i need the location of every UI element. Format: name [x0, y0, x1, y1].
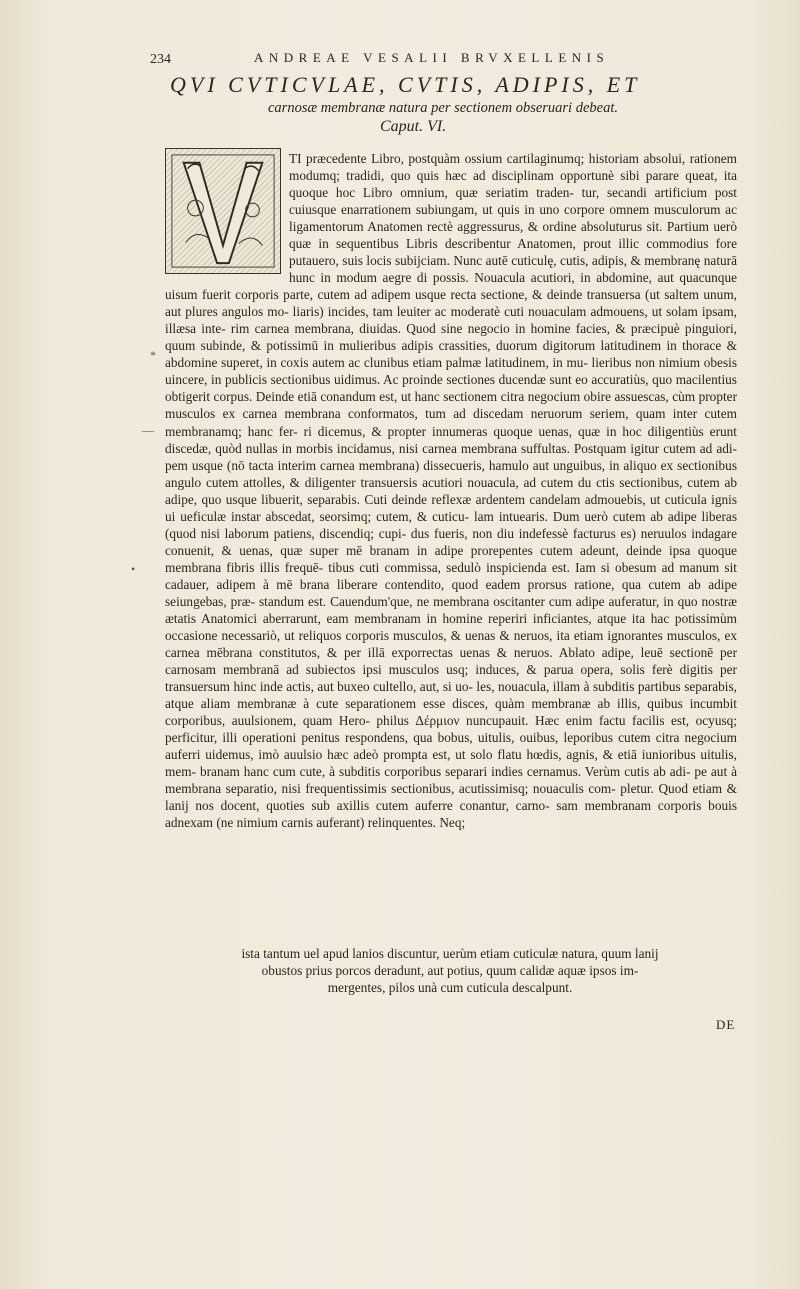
initial-spacer	[165, 150, 289, 276]
margin-mark: •	[131, 562, 136, 576]
closing-line: mergentes, pilos unà cum cuticula descalpunt.	[327, 980, 573, 996]
closing-lines	[200, 945, 700, 996]
margin-mark: —	[142, 423, 154, 437]
chapter-number: Caput. VI.	[380, 118, 447, 135]
closing-line: ista tantum uel apud lanios discuntur, uerùm etiam cuticulæ natura, quum lanij	[241, 946, 659, 961]
chapter-title: QVI CVTICVLAE, CVTIS, ADIPIS, ET	[170, 72, 641, 97]
body-paragraph: TI præcedente Libro, postquàm ossium cartilaginumq; historiam absolui, rationem modumq; tradidi, quo quis hæc ad disciplinam opportunè sibi parare queat, ita quoque hoc Libro omnium, quæ seriatim traden- tur, secandi artificium post cuiusque enarrationem subiungam, ut quis in uno corpore omnem musculorum ac ligamentorum Anatomen rectè aggressurus, & ordine absoluturus sit. Partium uerò quæ in sequentibus Libris describentur Anatomen, prout illic commodius fore putauero, suis locis subijciam. Nunc autē cuticulę, cutis, adipis, & membranę naturā hunc in modum aegre di possis. Nouacula acutiori, in abdomine, aut quacunque uisum fuerit corporis parte, cutem ad adipem usque recta sectione, & deinde transuersa (ut saltem unum, aut plures angulos mo- liaris) incides, tam leuiter ac moderatè cuti nouaculam admouens, ut solam ipsam, illæsa inte- rim carnea membrana, diuidas. Quod sine negocio in homine facies, & præcipuè pinguiori, quum subinde, & potissimū in mulieribus adipis crassities, duorum digitorum latitudinem in thorace & abdomine superet, in coxis autem ac clunibus etiam palmæ latitudinem, in mu- lieribus non nimium obesis uincere, in publicis sectionibus uidimus. Ac proinde sectiones ducendæ sunt eo accuratiùs, quo macilentius obtigerit corpus. Deinde etiā conandum est, ut hanc sectionem citra negocium obire assuescas, cùm propter musculos ex carnea membrana conformatos, tum ad discedam neruorum seriem, quam inter cutem membranamq; hanc fer- ri dicemus, & propter innumeras quoque uenas, quæ in hoc diligentiùs erunt discedæ, quòd nullas in morbis incidamus, nisi carnea membrana suffultas. Postquam igitur cutem ad adi- pem usque (nō tacta interim carnea membrana) dissecueris, hamulo aut unguibus, in aliquo ex sectionibus angulo cutem attolles, & diligenter transuersis acutiori nouacula, ad cutem du ctis sectionibus, cutem ab adipe, quo usque libuerit, separabis. Cuti deinde reflexæ ardentem candelam admouebis, ut cuticula ignis ui ueficulæ instar abscedat, seorsimq; cutem, & cuticu- lam intuearis. Dum uerò cutem ab adipe liberas (quod nisi laborum patiens, discendiq; cupi- dus fueris, non diu indefessè facturus es) neruulos indagare conuenit, & uenas, quæ super mē branam in adipe prorepentes cutem adeunt, deinde ipsa quoque membrana fibris illis frequē- tibus cuti commissa, sedulò inspicienda est. Iam si obesum ad manum sit cadauer, adipem à mē brana liberare contendito, quod eadem prorsus ratione, qua cutem ab adipe seiungebas, præ- standum est. Cauendum'que, ne membrana oscitanter cum adipe auferatur, in quo nostræ ætatis Anatomici aberrarunt, eam membranam in homine reperiri inficiantes, atque ita hac potissimùm occasione necessariò, ut reliquos corporis musculos, & uenas & neruos, ita etiam ignorantes musculos, ex carnea mēbrana constitutos, & per illā exporrectas uenas & neruos. Ablato adipe, leuē sectionē per carnosam membranā ad subiectos ipsi musculos usq; induces, & parua opera, solis ferè digitis per transuersum hinc inde actis, aut buxeo cultello, aut, si uo- les, nouacula, illam à subditis partibus separabis, atque aliam membranæ à cute separationem esse disces, quàm membranæ ab illis, quibus incumbit corporibus, auulsionem, quam Hero- philus Δέρμιον nuncupauit. Hæc enim factu facilis est, ocyusq; perficitur, illi operationi penitus respondens, qua bobus, uitulis, ouibus, leporibus cutem citra negocium auferri uidemus, imò auulsio hæc adeò prompta est, ut solo flatu hœdis, agnis, & etiā iunioribus uitulis, mem- branam hanc cum cute, à subditis corporibus separari indies cernamus. Verùm cutis ab adi- pe aut à membrana separatio, nisi frequentissimis sectionibus, acutissimisq; nouaculis com- pletur. Quod etiam & lanij nos docent, quoties sub axillis cutem auferre conantur, carno- sam membranam corporis bouis adnexam (ne nimium carnis auferant) relinquentes. Neq;	[165, 151, 737, 831]
folio-number: 234	[150, 52, 171, 67]
running-head: ANDREAE VESALII BRVXELLENIS	[254, 50, 610, 65]
closing-line: obustos prius porcos deradunt, aut potius, quum calidæ aquæ ipsos im-	[261, 963, 639, 979]
body-text	[165, 150, 737, 1000]
page-header	[150, 50, 670, 72]
margin-mark: *	[150, 348, 156, 362]
chapter-subtitle: carnosæ membranæ natura per sectionem obseruari debeat.	[268, 100, 618, 116]
catchword: DE	[716, 1017, 736, 1032]
